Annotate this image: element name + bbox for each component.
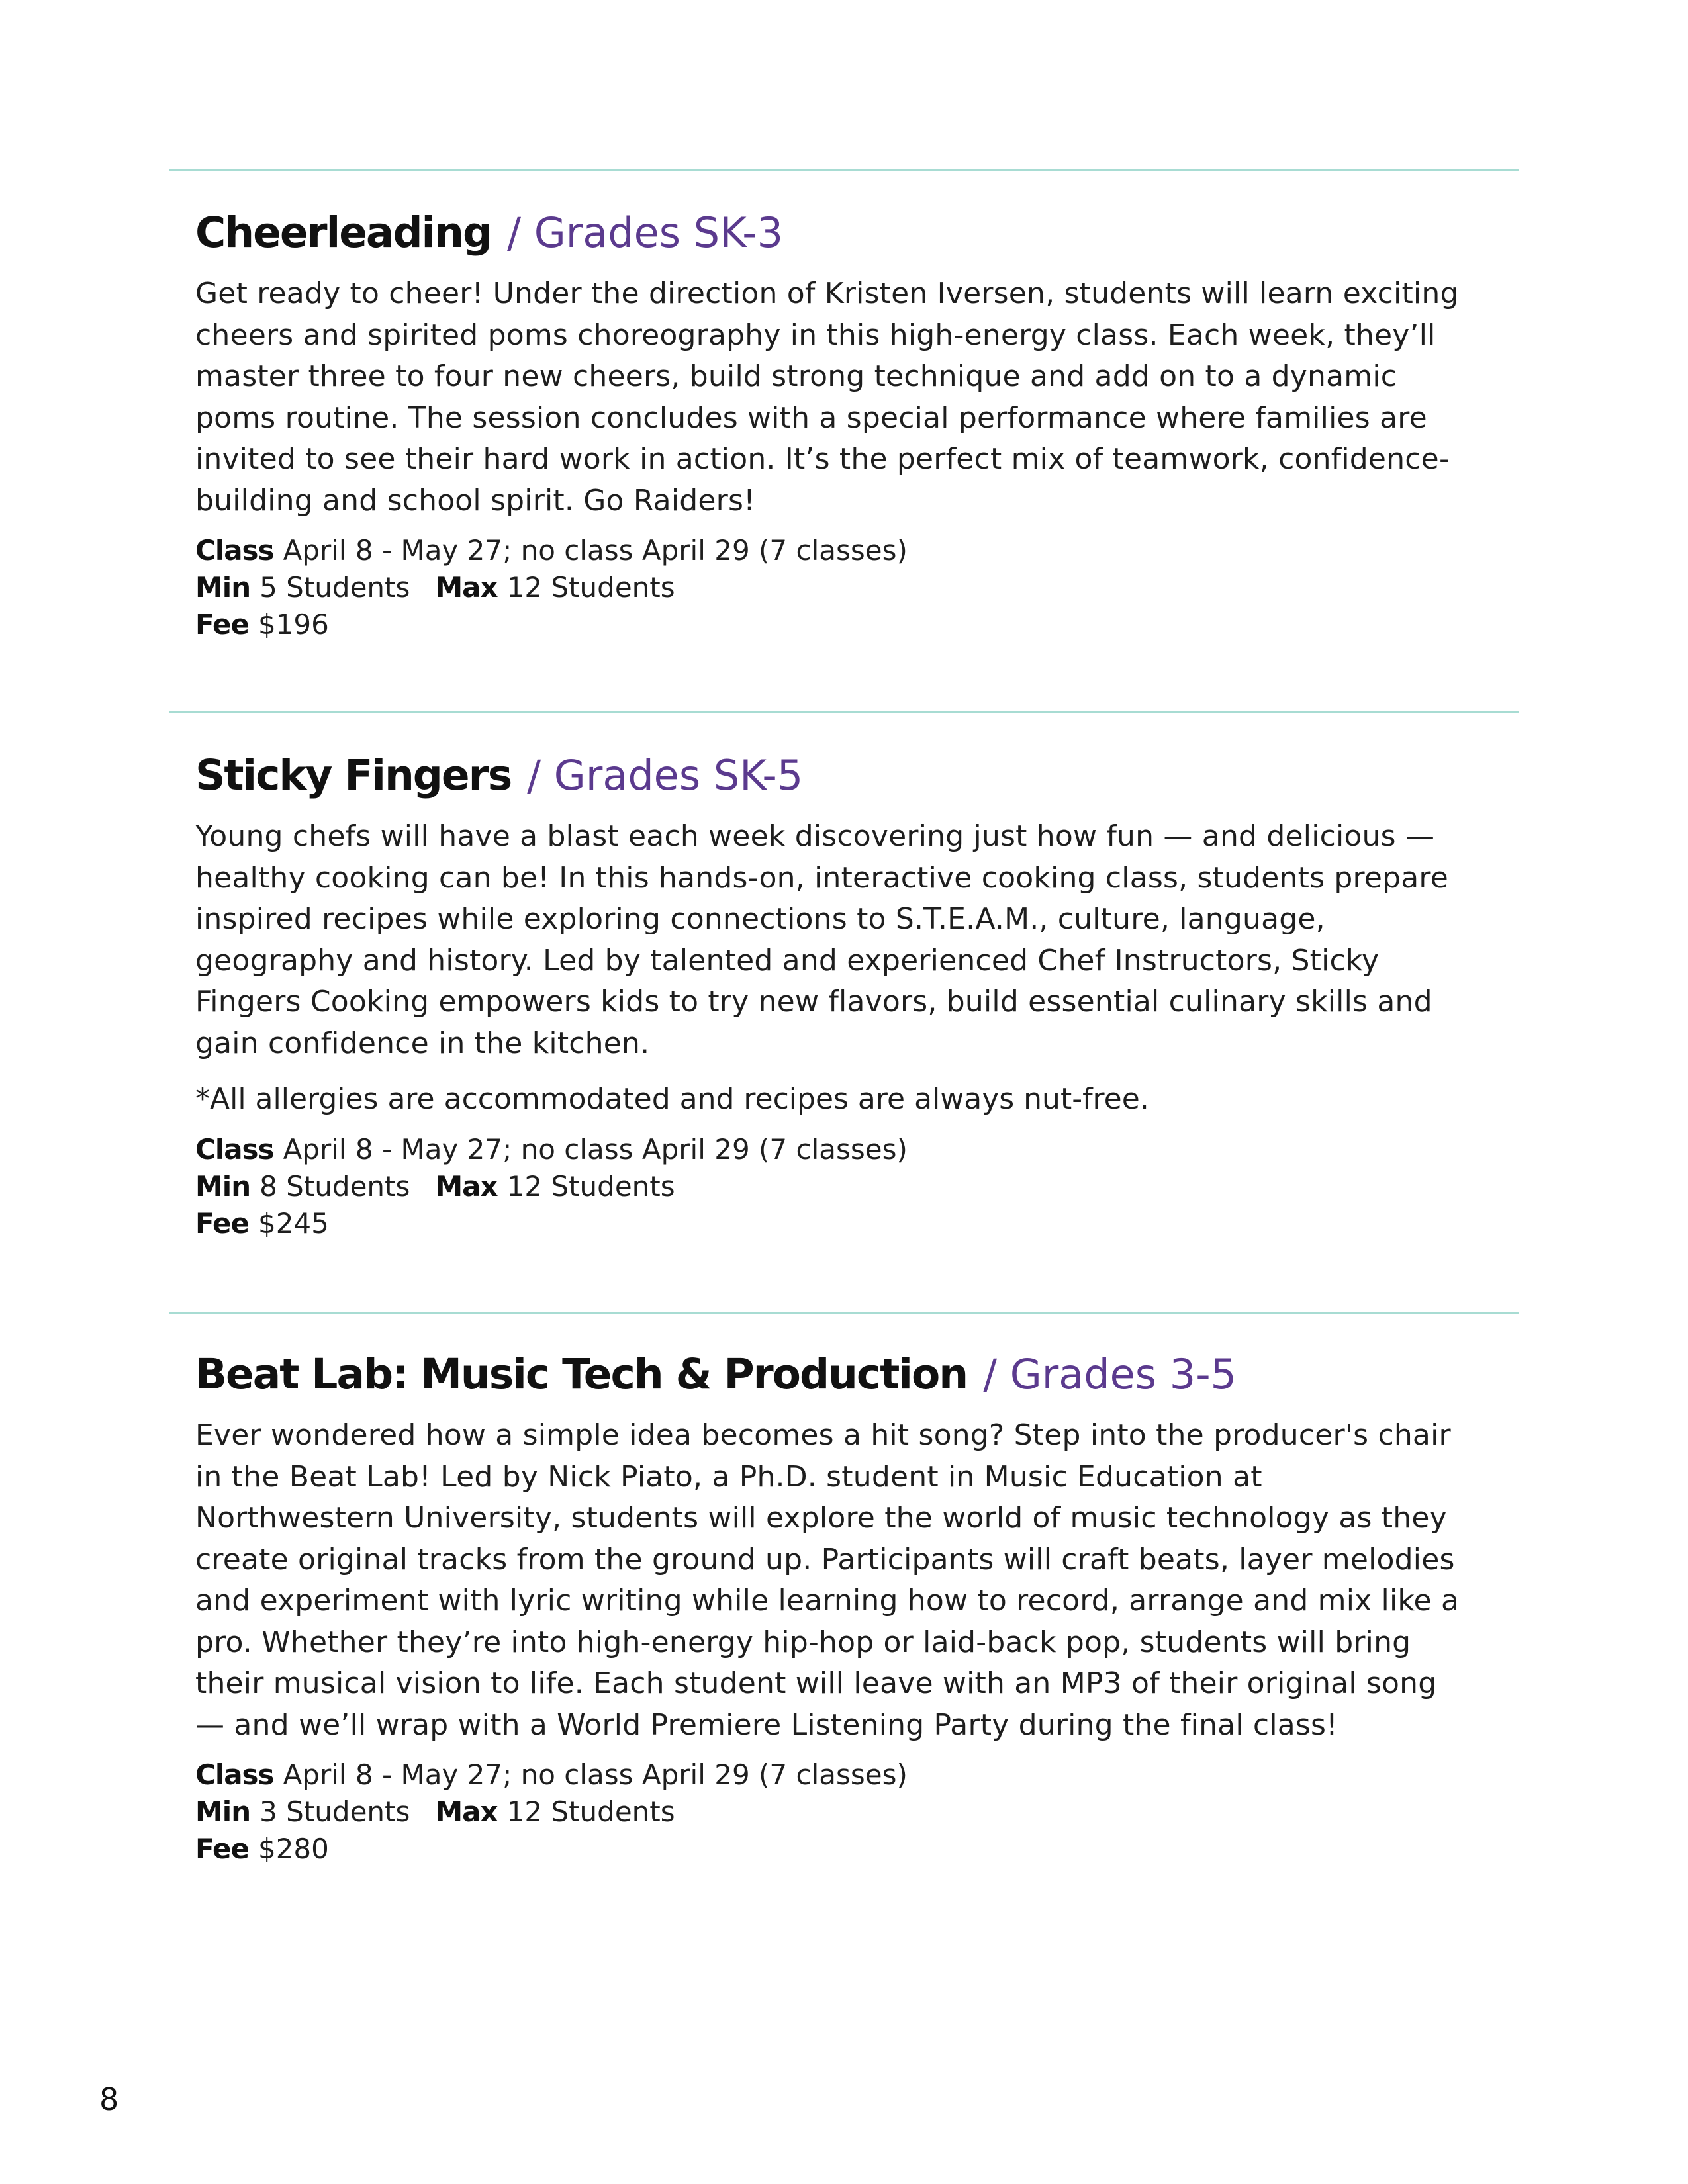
course-grades: / Grades SK-5 <box>527 751 804 799</box>
enrollment-line <box>195 1794 1513 1831</box>
class-dates-line <box>195 1756 1513 1794</box>
min-value: 5 Students <box>259 571 410 604</box>
max-label: Max <box>435 571 498 604</box>
course-title: Beat Lab: Music Tech & Production <box>195 1350 968 1398</box>
fee-label: Fee <box>195 608 249 641</box>
class-dates-line <box>195 532 1513 569</box>
description-line: Fingers Cooking empowers kids to try new flavors, build essential culinary skills and <box>195 985 1432 1019</box>
page-number: 8 <box>99 2081 119 2117</box>
fee-label: Fee <box>195 1833 249 1865</box>
description-line: invited to see their hard work in action. It’s the perfect mix of teamwork, confidence- <box>195 442 1450 476</box>
fee-line <box>195 1205 1513 1242</box>
max-value: 12 Students <box>506 571 675 604</box>
course-title: Sticky Fingers <box>195 751 512 799</box>
course-description <box>195 816 1513 1064</box>
section-divider <box>169 1312 1519 1314</box>
min-label: Min <box>195 1796 251 1828</box>
description-line: and experiment with lyric writing while learning how to record, arrange and mix like a <box>195 1584 1460 1617</box>
enrollment-line <box>195 1168 1513 1205</box>
class-dates-line <box>195 1131 1513 1168</box>
description-line: healthy cooking can be! In this hands-on, interactive cooking class, students prepare <box>195 860 1448 895</box>
min-label: Min <box>195 571 251 604</box>
enrollment-line <box>195 569 1513 606</box>
class-dates: April 8 - May 27; no class April 29 (7 classes) <box>283 534 908 567</box>
description-line: poms routine. The session concludes with a special performance where families are <box>195 400 1427 435</box>
course-cheerleading <box>195 208 1513 643</box>
course-title: Cheerleading <box>195 208 492 257</box>
course-grades: / Grades SK-3 <box>507 208 784 257</box>
allergy-note: *All allergies are accommodated and recipes are always nut-free. <box>195 1082 1149 1116</box>
section-divider <box>169 711 1519 713</box>
fee-value: $196 <box>258 608 329 641</box>
fee-label: Fee <box>195 1206 249 1240</box>
max-value: 12 Students <box>506 1796 675 1828</box>
description-line: Get ready to cheer! Under the direction of Kristen Iversen, students will learn exciting <box>195 277 1459 310</box>
course-details <box>195 532 1513 643</box>
course-heading <box>195 208 1513 257</box>
class-label: Class <box>195 1758 274 1791</box>
section-divider <box>169 169 1519 171</box>
course-description <box>195 1415 1513 1746</box>
description-line: master three to four new cheers, build strong technique and add on to a dynamic <box>195 359 1397 393</box>
class-label: Class <box>195 1132 274 1165</box>
fee-value: $245 <box>258 1206 329 1240</box>
course-heading <box>195 1350 1513 1398</box>
max-value: 12 Students <box>506 1169 675 1203</box>
class-dates: April 8 - May 27; no class April 29 (7 classes) <box>283 1758 908 1791</box>
description-line: their musical vision to life. Each student will leave with an MP3 of their original song <box>195 1666 1437 1700</box>
description-line: Northwestern University, students will explore the world of music technology as they <box>195 1501 1447 1535</box>
fee-line <box>195 606 1513 643</box>
description-line: inspired recipes while exploring connections to S.T.E.A.M., culture, language, <box>195 902 1325 936</box>
description-line: Young chefs will have a blast each week discovering just how fun — and delicious — <box>195 819 1435 853</box>
description-line: building and school spirit. Go Raiders! <box>195 483 755 518</box>
class-label: Class <box>195 534 274 567</box>
fee-value: $280 <box>258 1833 329 1865</box>
description-line: cheers and spirited poms choreography in this high-energy class. Each week, they’ll <box>195 318 1436 352</box>
fee-line <box>195 1831 1513 1868</box>
description-line: gain confidence in the kitchen. <box>195 1026 650 1060</box>
description-line: in the Beat Lab! Led by Nick Piato, a Ph.D. student in Music Education at <box>195 1459 1262 1494</box>
max-label: Max <box>435 1796 498 1828</box>
description-line: geography and history. Led by talented and experienced Chef Instructors, Sticky <box>195 943 1380 978</box>
course-sticky-fingers <box>195 751 1513 1242</box>
description-line: Ever wondered how a simple idea becomes a hit song? Step into the producer's chair <box>195 1418 1451 1452</box>
description-line: create original tracks from the ground up. Participants will craft beats, layer melodies <box>195 1542 1455 1576</box>
max-label: Max <box>435 1169 498 1203</box>
description-line: — and we’ll wrap with a World Premiere Listening Party during the final class! <box>195 1707 1338 1742</box>
course-details <box>195 1756 1513 1868</box>
description-line: pro. Whether they’re into high-energy hip-hop or laid-back pop, students will bring <box>195 1625 1411 1659</box>
course-beat-lab <box>195 1350 1513 1868</box>
course-description <box>195 273 1513 522</box>
course-grades: / Grades 3-5 <box>983 1350 1237 1398</box>
course-heading <box>195 751 1513 799</box>
min-label: Min <box>195 1169 251 1203</box>
min-value: 3 Students <box>259 1796 410 1828</box>
class-dates: April 8 - May 27; no class April 29 (7 classes) <box>283 1132 908 1165</box>
min-value: 8 Students <box>259 1169 410 1203</box>
course-details <box>195 1131 1513 1242</box>
